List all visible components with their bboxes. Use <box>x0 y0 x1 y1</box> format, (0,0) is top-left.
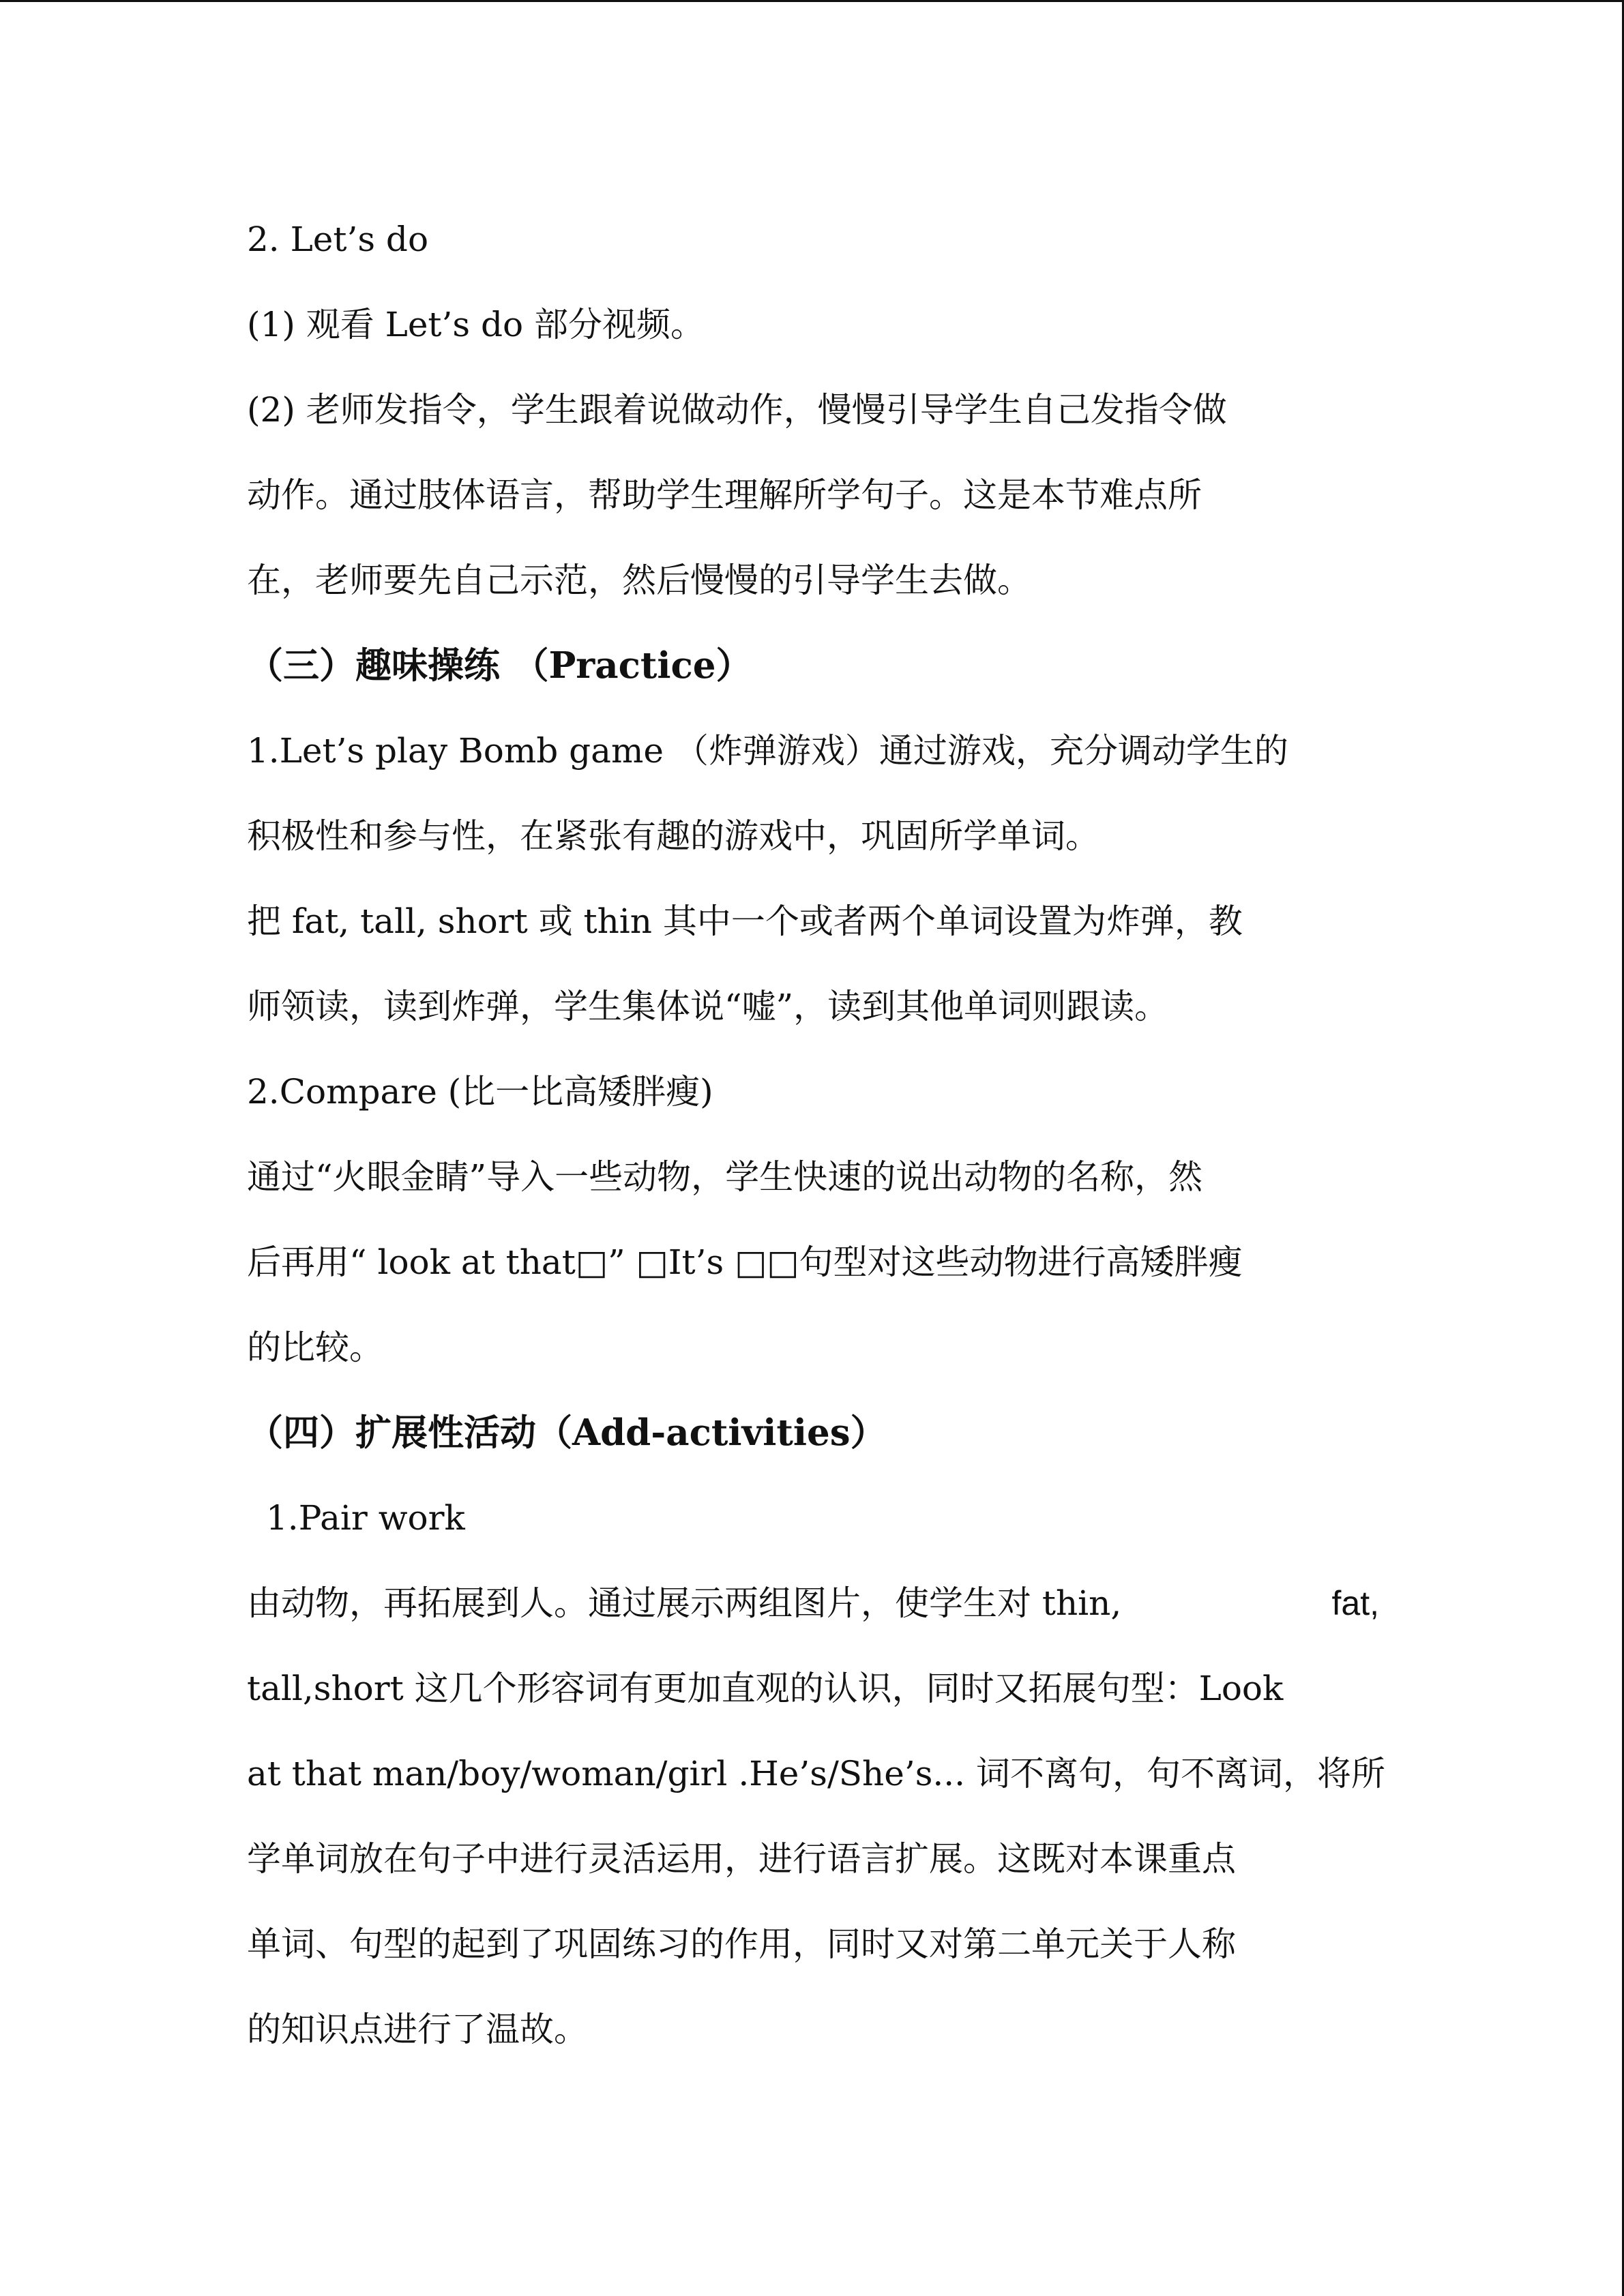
section-item-compare: 2.Compare (比一比高矮胖瘦) <box>247 1072 713 1112</box>
paragraph-bomb-rule-line-2: 师领读，读到炸弹，学生集体说“嘘”，读到其他单词则跟读。 <box>247 987 1169 1026</box>
paragraph-step-2-line-3: 在，老师要先自己示范，然后慢慢的引导学生去做。 <box>247 561 1031 600</box>
paragraph-step-1: (1) 观看 Let’s do 部分视频。 <box>247 305 705 344</box>
paragraph-pair-work-line-1-end: fat, <box>1331 1584 1379 1622</box>
paragraph-step-2-line-2: 动作。通过肢体语言，帮助学生理解所学句子。这是本节难点所 <box>247 475 1202 515</box>
document-body <box>247 220 1385 2095</box>
section-heading-add-activities: （四）扩展性活动（Add-activities） <box>247 1412 887 1454</box>
section-heading-practice: （三）趣味操练 （Practice） <box>247 644 752 687</box>
paragraph-bomb-rule-line-1: 把 fat, tall, short 或 thin 其中一个或者两个单词设置为炸弹，教 <box>247 901 1243 941</box>
paragraph-bomb-game-line-2: 积极性和参与性，在紧张有趣的游戏中，巩固所学单词。 <box>247 816 1099 856</box>
paragraph-compare-line-2: 后再用“ look at that□” □It’s □□句型对这些动物进行高矮胖瘦 <box>247 1242 1243 1282</box>
paragraph-pair-work-line-6: 的知识点进行了温故。 <box>247 2010 588 2049</box>
paragraph-compare-line-1: 通过“火眼金睛”导入一些动物，学生快速的说出动物的名称，然 <box>247 1157 1203 1197</box>
section-item-lets-do: 2. Let’s do <box>247 220 429 259</box>
paragraph-pair-work-line-5: 单词、句型的起到了巩固练习的作用，同时又对第二单元关于人称 <box>247 1924 1236 1964</box>
paragraph-pair-work-line-3: at that man/boy/woman/girl .He’s/She’s... 词不离句，句不离词，将所 <box>247 1754 1385 1793</box>
paragraph-pair-work-line-4: 学单词放在句子中进行灵活运用，进行语言扩展。这既对本课重点 <box>247 1839 1236 1879</box>
paragraph-bomb-game-line-1: 1.Let’s play Bomb game （炸弹游戏）通过游戏，充分调动学生的 <box>247 731 1288 771</box>
paragraph-step-2-line-1: (2) 老师发指令，学生跟着说做动作，慢慢引导学生自己发指令做 <box>247 390 1227 430</box>
section-item-pair-work: 1.Pair work <box>266 1498 465 1538</box>
paragraph-pair-work-line-1 <box>247 1583 1379 1669</box>
paragraph-pair-work-line-2: tall,short 这几个形容词有更加直观的认识，同时又拓展句型：Look <box>247 1669 1284 1708</box>
paragraph-pair-work-line-1-start: 由动物，再拓展到人。通过展示两组图片，使学生对 thin, <box>247 1583 1122 1623</box>
paragraph-compare-line-3: 的比较。 <box>247 1328 383 1367</box>
